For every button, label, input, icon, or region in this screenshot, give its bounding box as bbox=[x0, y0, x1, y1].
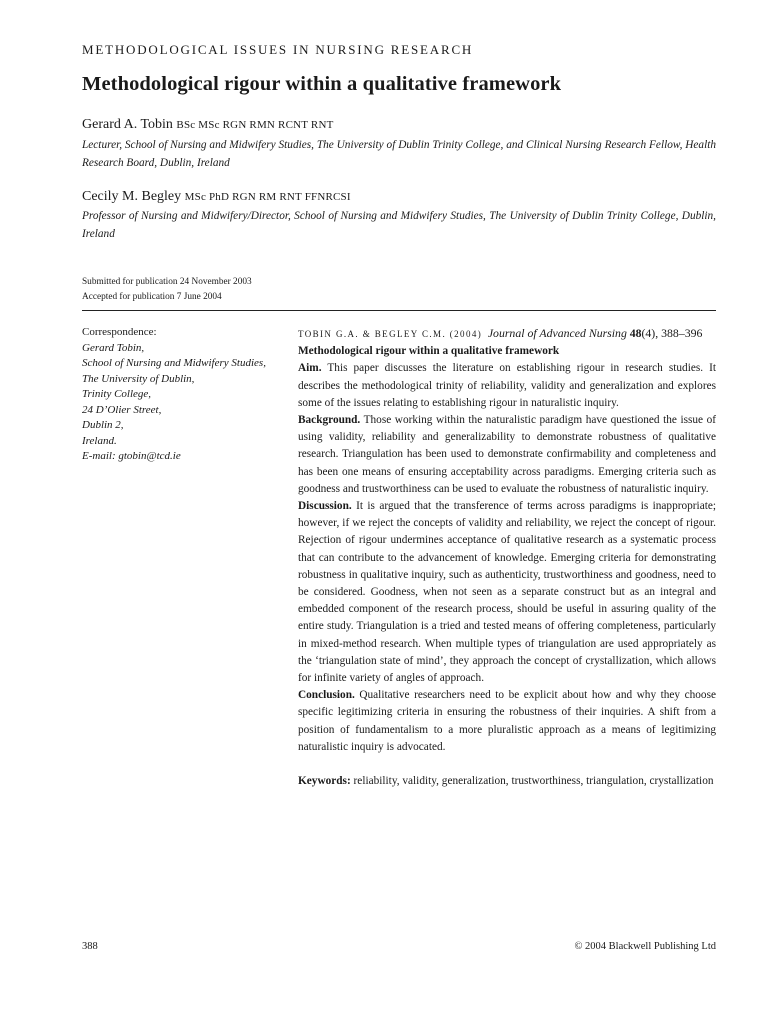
publication-dates bbox=[82, 275, 252, 305]
correspondence-line: 24 D’Olier Street, bbox=[82, 403, 162, 416]
keywords-text: reliability, validity, generalization, trustworthiness, triangulation, crystallization bbox=[353, 775, 714, 788]
author-name: Gerard A. Tobin bbox=[82, 117, 173, 132]
submitted-date: Submitted for publication 24 November 2003 bbox=[82, 277, 252, 287]
keywords-label: Keywords: bbox=[298, 775, 351, 788]
citation-authors: TOBIN G.A. & BEGLEY C.M. (2004) bbox=[298, 329, 483, 339]
divider bbox=[82, 310, 716, 311]
citation-volume: 48 bbox=[629, 326, 642, 340]
accepted-date: Accepted for publication 7 June 2004 bbox=[82, 292, 222, 302]
correspondence-line: Gerard Tobin, bbox=[82, 341, 145, 354]
abstract-discussion bbox=[298, 498, 716, 687]
abstract-aim bbox=[298, 360, 716, 412]
abstract-conclusion bbox=[298, 687, 716, 756]
author-qualifications: BSc MSc RGN RMN RCNT RNT bbox=[176, 119, 334, 131]
section-label: Background. bbox=[298, 414, 361, 427]
citation bbox=[298, 325, 716, 343]
section-label: Aim. bbox=[298, 362, 322, 375]
author-1 bbox=[82, 117, 334, 133]
author-2 bbox=[82, 189, 351, 205]
citation-journal: Journal of Advanced Nursing bbox=[487, 326, 627, 340]
correspondence-line: The University of Dublin, bbox=[82, 372, 195, 385]
page-number: 388 bbox=[82, 941, 98, 952]
correspondence-label: Correspondence: bbox=[82, 326, 157, 338]
author-name: Cecily M. Begley bbox=[82, 189, 182, 204]
article-title: Methodological rigour within a qualitative framework bbox=[82, 73, 562, 95]
abstract bbox=[298, 325, 716, 790]
correspondence-line: Dublin 2, bbox=[82, 419, 124, 431]
abstract-title: Methodological rigour within a qualitative framework bbox=[298, 345, 560, 358]
section-text: Those working within the naturalistic paradigm have questioned the issue of using validity, reliability and generalizability to demonstrate robustness of qualitative research. Triangulation has been used to demonstrate confirmability and completeness and has been one means of ensuring acceptability across paradigms. Emerging criteria such as goodness and trustworthiness can be used to evaluate the robustness of naturalistic inquiry. bbox=[298, 414, 716, 495]
correspondence-email: E-mail: gtobin@tcd.ie bbox=[82, 450, 181, 462]
correspondence-line: Ireland. bbox=[82, 434, 117, 447]
section-label: Conclusion. bbox=[298, 689, 355, 702]
citation-pages: (4), 388–396 bbox=[641, 326, 703, 340]
keywords bbox=[298, 773, 716, 790]
correspondence bbox=[82, 325, 287, 465]
author-2-affiliation: Professor of Nursing and Midwifery/Director, School of Nursing and Midwifery Studies, The University of Dublin Trinity College, Dublin, Ireland bbox=[82, 210, 716, 240]
correspondence-line: School of Nursing and Midwifery Studies, bbox=[82, 357, 266, 369]
correspondence-line: Trinity College, bbox=[82, 388, 152, 400]
author-qualifications: MSc PhD RGN RM RNT FFNRCSI bbox=[184, 191, 351, 203]
section-label: Discussion. bbox=[298, 500, 352, 513]
section-text: This paper discusses the literature on establishing rigour in research studies. It describes the methodological trinity of reliability, validity and generalization and explores some of the issues relating to establishing rigour in naturalistic inquiry. bbox=[298, 362, 717, 409]
abstract-background bbox=[298, 412, 716, 498]
copyright: © 2004 Blackwell Publishing Ltd bbox=[574, 941, 716, 952]
section-text: Qualitative researchers need to be explicit about how and why they choose specific legitimizing criteria in ensuring the robustness of their inquiries. A shift from a position of fundamentalism to a more pluralistic approach as a means of legitimizing naturalistic inquiry is advocated. bbox=[298, 689, 716, 753]
section-heading: METHODOLOGICAL ISSUES IN NURSING RESEARCH bbox=[82, 42, 474, 57]
author-1-affiliation: Lecturer, School of Nursing and Midwifery Studies, The University of Dublin Trinity College, and Clinical Nursing Research Fellow, Health Research Board, Dublin, Ireland bbox=[82, 139, 716, 169]
section-text: It is argued that the transference of terms across paradigms is inappropriate; however, if we reject the concepts of validity and reliability, we reject the concept of rigour. Rejection of rigour undermines acceptance of qualitative research as a systematic process that can contribute to the advancement of knowledge. Emerging criteria for demonstrating robustness in qualitative inquiry, such as authenticity, trustworthiness and goodness, need to be considered. Goodness, when not seen as a separate construct but as an integral and embedded component of the research process, should be useful in assuring quality of the entire study. Triangulation is a tried and tested means of offering completeness, particularly in mixed-method research. When multiple types of triangulation are used appropriately as the ‘triangulation state of mind’, they approach the concept of crystallization, which allows for infinite variety of angles of approach. bbox=[298, 500, 716, 685]
